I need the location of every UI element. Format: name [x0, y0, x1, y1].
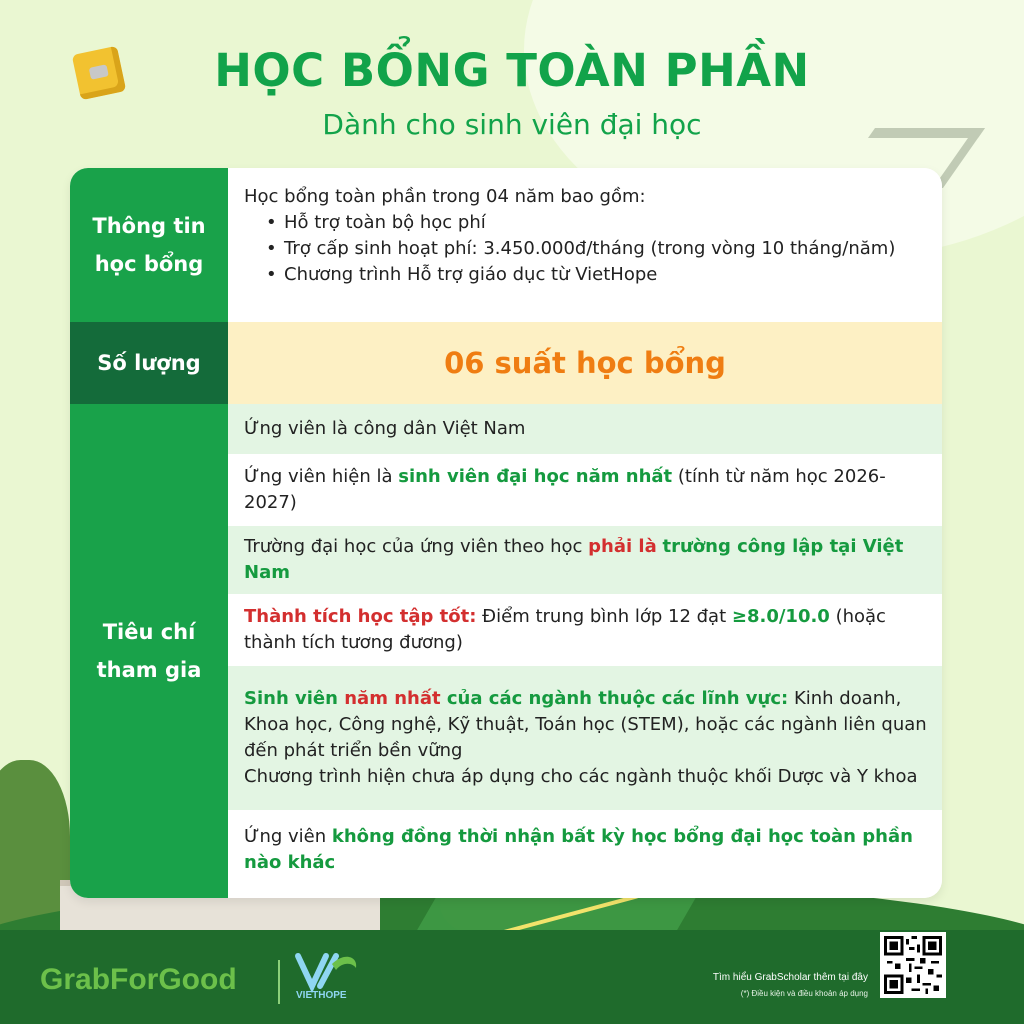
criterion-text: Thành tích học tập tốt: Điểm trung bình lớp 12 đạt ≥8.0/10.0 (hoặc thành tích tương đương)	[244, 606, 886, 653]
criterion-text: Trường đại học của ứng viên theo học phải là trường công lập tại Việt Nam	[244, 536, 904, 583]
criterion-item	[228, 454, 942, 526]
criterion-text: Ứng viên không đồng thời nhận bất kỳ học bổng đại học toàn phần nào khác	[244, 826, 913, 873]
grabforgood-logo: GrabForGood	[40, 963, 237, 996]
criterion-item	[228, 810, 942, 898]
criterion-text: Ứng viên là công dân Việt Nam	[244, 418, 526, 439]
row-label: Tiêu chí tham gia	[70, 404, 228, 898]
list-item: • Hỗ trợ toàn bộ học phí	[266, 210, 928, 236]
list-item: • Chương trình Hỗ trợ giáo dục từ VietHope	[266, 262, 928, 288]
list-item: • Trợ cấp sinh hoạt phí: 3.450.000đ/tháng (trong vòng 10 tháng/năm)	[266, 236, 928, 262]
row-label: Thông tin học bổng	[70, 168, 228, 322]
criterion-item	[228, 594, 942, 666]
row-content	[228, 168, 942, 322]
criterion-item	[228, 526, 942, 594]
table-row-quantity	[70, 322, 942, 404]
scholarship-info-table	[70, 168, 942, 898]
footer-divider	[278, 960, 280, 1004]
qr-code-icon[interactable]	[880, 932, 946, 998]
table-row-criteria	[70, 404, 942, 898]
page-title: HỌC BỔNG TOÀN PHẦN	[214, 44, 810, 97]
scholarship-intro: Học bổng toàn phần trong 04 năm bao gồm:	[244, 186, 646, 207]
criterion-text: Ứng viên hiện là sinh viên đại học năm nhất (tính từ năm học 2026-2027)	[244, 466, 886, 513]
terms-note: (*) Điều kiện và điều khoản áp dụng	[740, 989, 868, 998]
benefit-list	[266, 210, 928, 288]
criteria-list	[228, 404, 942, 898]
learn-more-link[interactable]: Tìm hiểu GrabScholar thêm tại đây	[712, 972, 868, 983]
criterion-text: Sinh viên năm nhất của các ngành thuộc các lĩnh vực: Kinh doanh, Khoa học, Công nghệ, Kỹ thuật, Toán học (STEM), hoặc các ngành liên quan đến phát triển bền vững Chương trình hiện chưa áp dụng cho các ngành thuộc khối Dược và Y khoa	[244, 688, 927, 787]
table-row-scholarship-info	[70, 168, 942, 322]
quantity-value: 06 suất học bổng	[228, 322, 942, 404]
page-subtitle: Dành cho sinh viên đại học	[322, 108, 702, 141]
row-label: Số lượng	[70, 322, 228, 404]
criterion-item	[228, 404, 942, 454]
criterion-item	[228, 666, 942, 810]
viethope-wordmark: VIETHOPE	[296, 990, 347, 1001]
